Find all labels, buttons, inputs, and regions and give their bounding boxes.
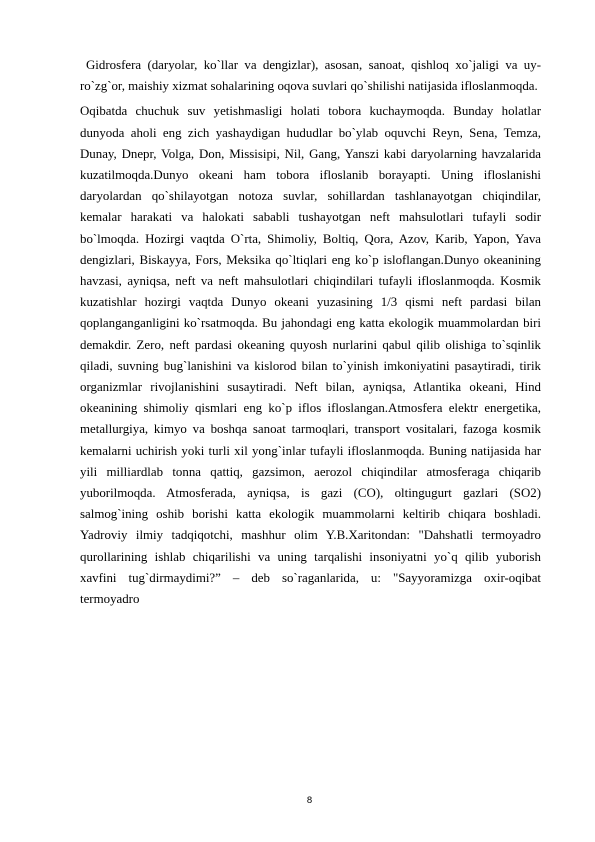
body-text bbox=[80, 55, 541, 610]
paragraph-consequences: Oqibatda chuchuk suv yetishmasligi holati tobora kuchaymoqda. Bunday holatlar dunyoda aholi eng zich yashaydigan hududlar bo`ylab oquvchi Reyn, Sena, Temza, Dunay, Dnepr, Volga, Don, Missisipi, Nil, Gang, Yanszi kabi daryolarning havzalarida kuzatilmoqda.Dunyo okeani ham tobora ifloslanib borayapti. Uning ifloslanishi daryolardan qo`shilayotgan notoza suvlar, sohillardan tashlanayotgan chiqindilar, kemalar harakati va halokati sababli tushayotgan neft mahsulotlari tufayli sodir bo`lmoqda. Hozirgi vaqtda O`rta, Shimoliy, Boltiq, Qora, Azov, Karib, Yapon, Yava dengizlari, Biskayya, Fors, Meksika qo`ltiqlari eng ko`p isloflangan.Dunyo okeanining havzasi, ayniqsa, neft va neft mahsulotlari chiqindilari tufayli ifloslanmoqda. Kosmik kuzatishlar hozirgi vaqtda Dunyo okeani yuzasining 1/3 qismi neft pardasi bilan qoplanganganligini ko`rsatmoqda. Bu jahondagi eng katta ekologik muammolardan biri demakdir. Zero, neft pardasi okeaning quyosh nurlarini qabul qilib olishiga to`sqinlik qiladi, suvning bug`lanishini va kislorod bilan to`yinish imkoniyatini pasaytiradi, tirik organizmlar rivojlanishini susaytiradi. Neft bilan, ayniqsa, Atlantika okeani, Hind okeanining shimoliy qismlari eng ko`p iflos ifloslangan.Atmosfera elektr energetika, metallurgiya, kimyo va boshqa sanoat tarmoqlari, transport vositalari, fazoga kosmik kemalarni uchirish yoki turli xil yong`inlar tufayli ifloslanmoqda. Buning natijasida har yili milliardlab tonna qattiq, gazsimon, aerozol chiqindilar atmosferaga chiqarib yuborilmoqda. Atmosferada, ayniqsa, is gazi (CO), oltingugurt gazlari (SO2) salmog`ining oshib borishi katta ekologik muammolarni keltirib chiqara boshladi. Yadroviy ilmiy tadqiqotchi, mashhur olim Y.B.Xaritondan: "Dahshatli termoyadro qurollarining ishlab chiqarilishi va uning tarqalishi insoniyatni yo`q qilib yuborish xavfini tug`dirmaydimi?” – deb so`raganlarida, u: "Sayyoramizga oxir-oqibat termoyadro bbox=[80, 104, 541, 607]
paragraph-hydrosphere: Gidrosfera (daryolar, ko`llar va dengizlar), asosan, sanoat, qishloq xo`jaligi va uy-ro`zg`or, maishiy xizmat sohalarining oqova suvlari qo`shilishi natijasida ifloslanmoqda. bbox=[80, 58, 541, 94]
page-number: 8 bbox=[306, 795, 313, 806]
